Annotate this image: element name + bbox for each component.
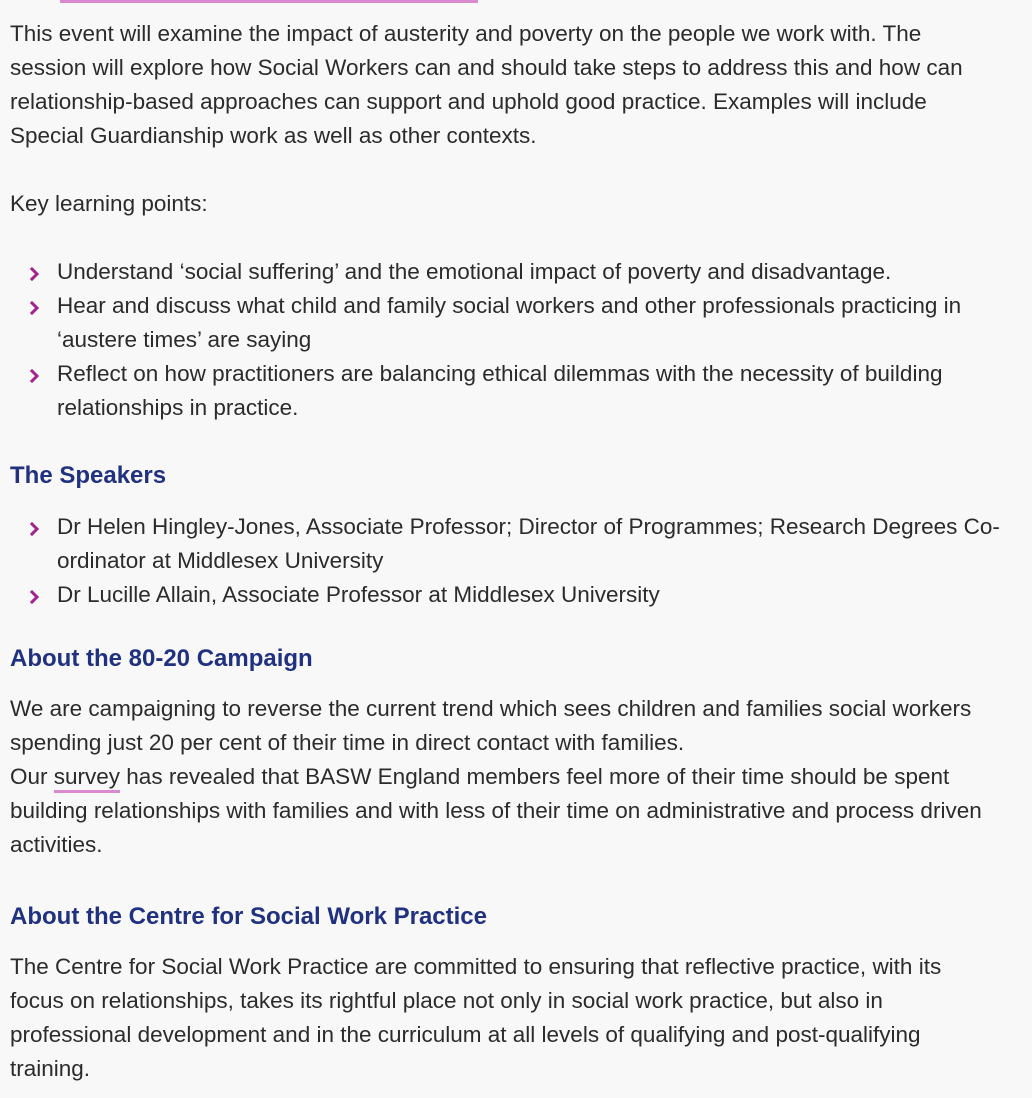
list-item [10,289,1000,357]
top-link-underline [60,0,478,3]
chevron-right-icon [30,255,44,289]
list-item [10,255,1000,289]
survey-link[interactable]: survey [54,764,120,793]
speakers-heading: The Speakers [10,462,167,489]
learning-points-list [10,255,1000,425]
chevron-right-icon [30,578,44,612]
chevron-right-icon [30,289,44,323]
list-item-text: Hear and discuss what child and family social workers and other professionals practicing in ‘austere times’ are saying [57,293,962,352]
list-item-text: Understand ‘social suffering’ and the emotional impact of poverty and disadvantage. [57,259,892,284]
chevron-right-icon [30,510,44,544]
list-item [10,357,1000,425]
list-item [10,578,1000,612]
campaign-line-2-after: has revealed that BASW England members feel more of their time should be spent building relationships with families and with less of their time on administrative and process driven activities. [10,764,982,857]
list-item [10,510,1000,578]
chevron-right-icon [30,357,44,391]
campaign-paragraph [10,692,1000,862]
list-item-text: Dr Lucille Allain, Associate Professor at Middlesex University [57,582,660,607]
intro-paragraph: This event will examine the impact of austerity and poverty on the people we work with. The session will explore how Social Workers can and should take steps to address this and how can relationship-based approaches can support and uphold good practice. Examples will include Special Guardianship work as well as other contexts. [10,21,963,148]
speakers-list [10,510,1000,612]
campaign-line-2-before: Our [10,764,54,789]
list-item-text: Reflect on how practitioners are balancing ethical dilemmas with the necessity of building relationships in practice. [57,361,943,420]
campaign-line-1: We are campaigning to reverse the current trend which sees children and families social workers spending just 20 per cent of their time in direct contact with families. [10,696,972,755]
article-body [10,17,1000,1086]
campaign-heading: About the 80-20 Campaign [10,645,313,672]
centre-paragraph: The Centre for Social Work Practice are committed to ensuring that reflective practice, with its focus on relationships, takes its rightful place not only in social work practice, but also in professional development and in the curriculum at all levels of qualifying and post-qualifying training. [10,954,942,1081]
key-learning-label: Key learning points: [10,191,208,216]
list-item-text: Dr Helen Hingley-Jones, Associate Professor; Director of Programmes; Research Degrees Co-ordinator at Middlesex University [57,514,1000,573]
centre-heading: About the Centre for Social Work Practice [10,903,487,930]
